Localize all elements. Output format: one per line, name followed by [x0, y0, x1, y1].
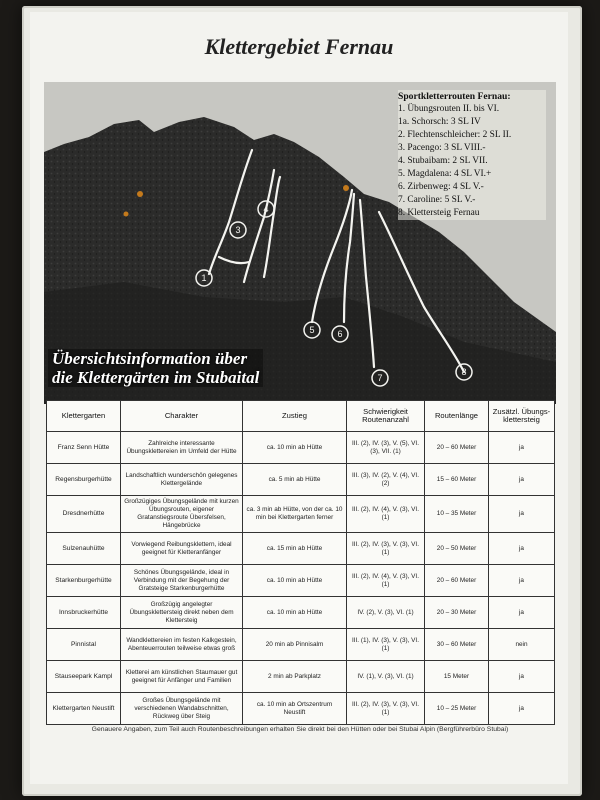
table-cell: ja — [489, 464, 555, 496]
table-row — [47, 533, 555, 565]
table-cell: 2 min ab Parkplatz — [243, 661, 347, 693]
table-header-row — [47, 401, 555, 432]
table-row — [47, 693, 555, 725]
table-row — [47, 432, 555, 464]
table-cell: Großzügiges Übungsgelände mit kurzen Übungsrouten, eigener Gratanstiegsroute Übersfelsen, Hängebrücke — [121, 496, 243, 533]
legend-item: 5. Magdalena: 4 SL VI.+ — [398, 169, 492, 179]
table-cell: 20 – 30 Meter — [425, 597, 489, 629]
legend-item: 8. Klettersteig Fernau — [398, 208, 480, 218]
column-header: Zusätzl. Übungs-klettersteig — [489, 401, 555, 432]
table-cell: Kletterei am künstlichen Staumauer gut geeignet für Anfänger und Familien — [121, 661, 243, 693]
table-cell: Wandklettereien im festen Kalkgestein, Abenteuerrouten teilweise etwas groß — [121, 629, 243, 661]
legend-heading: Sportkletterrouten Fernau: — [398, 91, 511, 102]
table-cell: Großes Übungsgelände mit verschiedenen Wandabschnitten, Rückweg über Steig — [121, 693, 243, 725]
table-cell: 20 – 60 Meter — [425, 565, 489, 597]
table-cell: nein — [489, 629, 555, 661]
table-cell: 20 min ab Pinnisalm — [243, 629, 347, 661]
table-cell: ja — [489, 597, 555, 629]
headline-line-1: Übersichtsinformation über — [48, 349, 263, 368]
table-cell: III. (2), IV. (3), V. (5), VI. (3), VII. (1) — [347, 432, 425, 464]
route-marker-label: 4 — [263, 204, 269, 214]
table-row — [47, 597, 555, 629]
table-row — [47, 496, 555, 533]
table-cell: 30 – 60 Meter — [425, 629, 489, 661]
table-cell: III. (3), IV. (2), V. (4), VI. (2) — [347, 464, 425, 496]
light-spot — [124, 212, 129, 217]
table-cell: Regensburgerhütte — [47, 464, 121, 496]
table-cell: ja — [489, 565, 555, 597]
table-row — [47, 629, 555, 661]
route-legend — [398, 90, 546, 220]
poster-title: Klettergebiet Fernau — [204, 34, 394, 59]
route-marker-label: 1 — [201, 273, 207, 283]
table-cell: 15 – 60 Meter — [425, 464, 489, 496]
table-cell: ca. 10 min ab Hütte — [243, 565, 347, 597]
legend-item: 6. Zirbenweg: 4 SL V.- — [398, 182, 484, 192]
table-cell: ja — [489, 496, 555, 533]
table-cell: Innsbruckerhütte — [47, 597, 121, 629]
table-cell: III. (2), IV. (3), V. (3), VI. (1) — [347, 693, 425, 725]
legend-item: 7. Caroline: 5 SL V.- — [398, 195, 476, 205]
column-header: Klettergarten — [47, 401, 121, 432]
legend-item: 2. Flechtenschleicher: 2 SL II. — [398, 130, 512, 140]
table-cell: ca. 15 min ab Hütte — [243, 533, 347, 565]
table-row — [47, 464, 555, 496]
table-row — [47, 565, 555, 597]
table-cell: ca. 10 min ab Hütte — [243, 432, 347, 464]
legend-item: 1a. Schorsch: 3 SL IV — [398, 117, 481, 127]
table-cell: Klettergarten Neustift — [47, 693, 121, 725]
table-cell: IV. (2), V. (3), VI. (1) — [347, 597, 425, 629]
table-cell: III. (2), IV. (4), V. (3), VI. (1) — [347, 496, 425, 533]
route-marker-label: 5 — [309, 325, 315, 335]
headline-line-2: die Klettergärten im Stubaital — [48, 368, 263, 387]
table-cell: Pinnistal — [47, 629, 121, 661]
route-marker-label: 8 — [461, 367, 467, 377]
table-cell: Franz Senn Hütte — [47, 432, 121, 464]
footnote: Genauere Angaben, zum Teil auch Routenbeschreibungen erhalten Sie direkt bei den Hütten oder bei Stubai Alpin (Bergführerbüro Stubai) — [91, 726, 509, 733]
legend-item: 1. Übungsrouten II. bis VI. — [398, 104, 500, 114]
legend-item: 4. Stubaibam: 2 SL VII. — [398, 156, 488, 166]
table-cell: Starkenburgerhütte — [47, 565, 121, 597]
overview-headline — [48, 349, 263, 387]
table-cell: Schönes Übungsgelände, ideal in Verbindung mit der Begehung der Gratsteige Starkenburgerhütte — [121, 565, 243, 597]
table-cell: ca. 5 min ab Hütte — [243, 464, 347, 496]
table-cell: III. (2), IV. (3), V. (3), VI. (1) — [347, 533, 425, 565]
table-cell: ca. 10 min ab Hütte — [243, 597, 347, 629]
light-spot — [137, 191, 143, 197]
table-cell: III. (2), IV. (4), V. (3), VI. (1) — [347, 565, 425, 597]
column-header: Routenlänge — [425, 401, 489, 432]
table-cell: IV. (1), V. (3), VI. (1) — [347, 661, 425, 693]
table-cell: Großzügig angelegter Übungsklettersteig direkt neben dem Klettersteig — [121, 597, 243, 629]
column-header: Schwierigkeit Routenanzahl — [347, 401, 425, 432]
table-cell: ja — [489, 693, 555, 725]
table-cell: 10 – 25 Meter — [425, 693, 489, 725]
table-cell: Zahlreiche interessante Übungsklettereien im Umfeld der Hütte — [121, 432, 243, 464]
route-marker-label: 6 — [337, 329, 343, 339]
table-cell: Stauseepark Kampl — [47, 661, 121, 693]
table-cell: ja — [489, 432, 555, 464]
table-cell: ja — [489, 533, 555, 565]
table-cell: 15 Meter — [425, 661, 489, 693]
column-header: Zustieg — [243, 401, 347, 432]
table-cell: ja — [489, 661, 555, 693]
table-row — [47, 661, 555, 693]
poster-sheet — [30, 12, 568, 784]
table-cell: III. (1), IV. (3), V. (3), VI. (1) — [347, 629, 425, 661]
column-header: Charakter — [121, 401, 243, 432]
table-cell: Sulzenauhütte — [47, 533, 121, 565]
table-cell: ca. 3 min ab Hütte, von der ca. 10 min bei Klettergarten ferner — [243, 496, 347, 533]
route-marker-label: 3 — [235, 225, 241, 235]
table-cell: 20 – 60 Meter — [425, 432, 489, 464]
light-spot — [343, 185, 349, 191]
table-cell: 10 – 35 Meter — [425, 496, 489, 533]
table-cell: Dresdnerhütte — [47, 496, 121, 533]
route-marker-label: 7 — [377, 373, 383, 383]
legend-item: 3. Pacengo: 3 SL VIII.- — [398, 143, 486, 153]
table-cell: ca. 10 min ab Ortszentrum Neustift — [243, 693, 347, 725]
table-cell: 20 – 50 Meter — [425, 533, 489, 565]
table-cell: Landschaftlich wunderschön gelegenes Klettergelände — [121, 464, 243, 496]
climbing-gardens-table — [46, 400, 555, 725]
table-cell: Vorwiegend Reibungsklettern, ideal geeignet für Kletteranfänger — [121, 533, 243, 565]
